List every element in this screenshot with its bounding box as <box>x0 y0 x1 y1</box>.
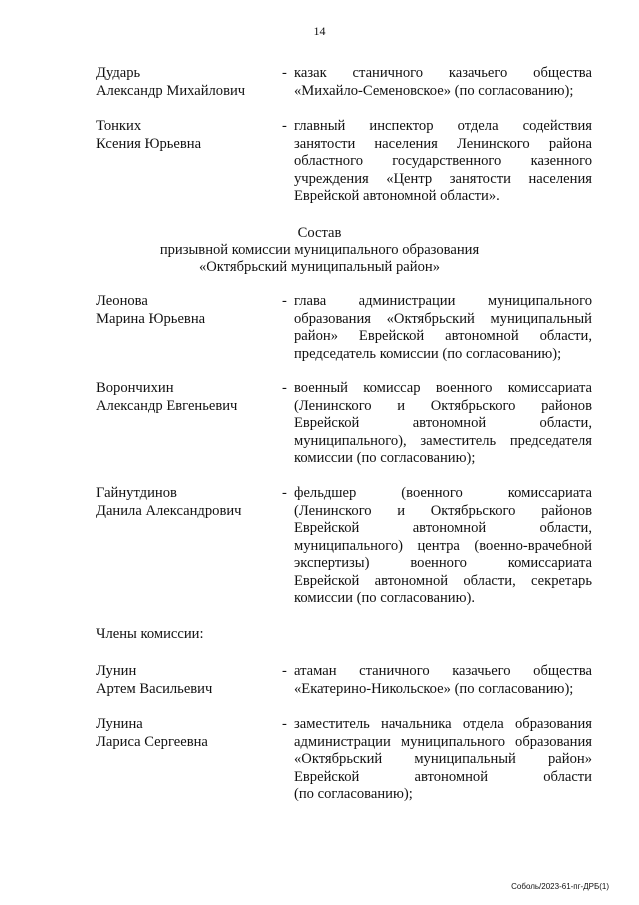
member-role-line: (по согласованию); <box>294 786 413 802</box>
member-name <box>96 716 286 751</box>
member-role <box>294 380 592 468</box>
member-role-line: экспертизы) военного комиссариата <box>294 555 592 571</box>
commission-heading-district: «Октябрьский муниципальный район» <box>198 259 441 275</box>
commission-heading-title: Состав <box>297 225 342 241</box>
member-role-line: занятости населения Ленинского района <box>294 135 592 152</box>
member-role-line: Еврейской автономной области». <box>294 188 500 204</box>
member-role <box>294 65 592 100</box>
commission-heading-subtitle: призывной комиссии муниципального образования <box>159 242 480 258</box>
member-role-line: Еврейской автономной области <box>294 768 592 785</box>
member-surname: Лунин <box>96 663 137 679</box>
member-role-line: комиссии (по согласованию); <box>294 450 476 466</box>
member-name <box>96 485 286 520</box>
member-role-line: «Екатерино-Никольское» (по согласованию); <box>294 680 574 697</box>
member-given-names: Артем Васильевич <box>96 680 213 697</box>
member-role-line: атаман станичного казачьего общества <box>294 663 592 679</box>
member-given-names: Александр Михайлович <box>96 82 246 99</box>
member-role-line: Еврейской автономной области, <box>294 520 592 536</box>
member-name <box>96 118 286 153</box>
member-role <box>294 118 592 206</box>
member-role-line: «Михайло-Семеновское» (по согласованию); <box>294 82 574 99</box>
member-surname: Гайнутдинов <box>96 485 177 501</box>
separator-dash: - <box>282 716 287 732</box>
member-role-line: Еврейской автономной области, секретарь <box>294 572 592 589</box>
member-role-line: главный инспектор отдела содействия <box>294 118 592 134</box>
separator-dash: - <box>282 380 287 396</box>
member-given-names: Александр Евгеньевич <box>96 397 238 414</box>
member-role-line: (Ленинского и Октябрьского районов <box>294 502 592 519</box>
separator-dash: - <box>282 663 287 679</box>
page-number: 14 <box>313 24 326 38</box>
member-role-line: Еврейской автономной области, <box>294 415 592 431</box>
member-surname: Лунина <box>96 716 143 732</box>
member-role-line: областного государственного казенного <box>294 153 592 169</box>
member-role <box>294 293 592 363</box>
member-role-line: администрации муниципального образования <box>294 733 592 750</box>
member-role-line: глава администрации муниципального <box>294 293 592 309</box>
member-role-line: учреждения «Центр занятости населения <box>294 170 592 187</box>
member-role-line: фельдшер (военного комиссариата <box>294 485 592 501</box>
separator-dash: - <box>282 65 287 81</box>
member-name <box>96 663 286 698</box>
member-role-line: комиссии (по согласованию). <box>294 590 476 606</box>
member-role <box>294 716 592 804</box>
member-role-line: (Ленинского и Октябрьского районов <box>294 397 592 414</box>
member-role-line: председатель комиссии (по согласованию); <box>294 345 562 362</box>
member-surname: Тонких <box>96 118 142 134</box>
separator-dash: - <box>282 485 287 501</box>
member-surname: Леонова <box>96 293 148 309</box>
member-name <box>96 65 286 100</box>
member-surname: Ворончихин <box>96 380 174 396</box>
member-given-names: Ксения Юрьевна <box>96 135 202 152</box>
member-given-names: Марина Юрьевна <box>96 310 206 327</box>
members-label: Члены комиссии: <box>96 626 204 642</box>
separator-dash: - <box>282 118 287 134</box>
member-role-line: заместитель начальника отдела образования <box>294 716 592 732</box>
separator-dash: - <box>282 293 287 309</box>
member-role <box>294 485 592 608</box>
member-name <box>96 380 286 415</box>
member-given-names: Лариса Сергеевна <box>96 733 208 750</box>
member-role-line: военный комиссар военного комиссариата <box>294 380 592 396</box>
member-role-line: муниципального), заместитель председателя <box>294 432 592 449</box>
member-role-line: «Октябрьский муниципальный район» <box>294 751 592 767</box>
member-role-line: муниципального) центра (военно-врачебной <box>294 537 592 554</box>
member-name <box>96 293 286 328</box>
member-given-names: Данила Александрович <box>96 502 242 519</box>
document-footer-code: Соболь/2023-61-пг-ДРБ(1) <box>511 882 609 891</box>
member-role-line: казак станичного казачьего общества <box>294 65 592 81</box>
member-role-line: образования «Октябрьский муниципальный <box>294 310 592 327</box>
member-role-line: район» Еврейской автономной области, <box>294 328 592 344</box>
member-surname: Дударь <box>96 65 141 81</box>
member-role <box>294 663 592 698</box>
